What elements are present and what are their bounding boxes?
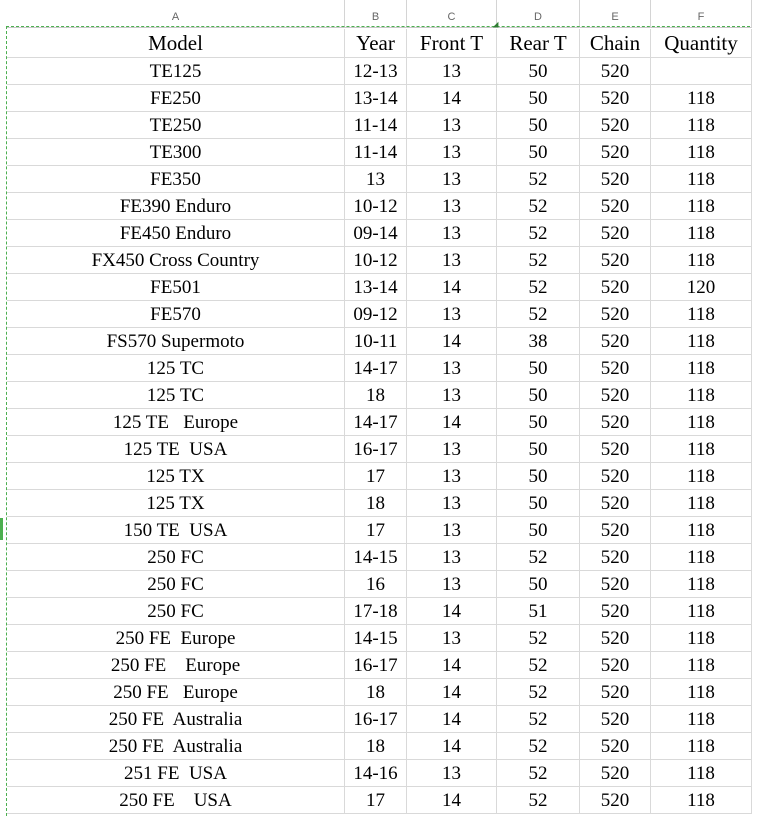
table-row: [7, 112, 760, 139]
table-row: [7, 598, 760, 625]
cell-rear-t[interactable]: 52: [497, 625, 580, 652]
table-row: [7, 85, 760, 112]
cell-quantity[interactable]: 118: [651, 571, 752, 598]
cell-front-t[interactable]: 13: [407, 220, 497, 247]
cell-quantity[interactable]: 118: [651, 598, 752, 625]
cell-front-t[interactable]: 14: [407, 85, 497, 112]
cell-rear-t[interactable]: 52: [497, 274, 580, 301]
cell-year[interactable]: 13-14: [345, 274, 407, 301]
cell-year[interactable]: 13: [345, 166, 407, 193]
cell-front-t[interactable]: 13: [407, 463, 497, 490]
header-cell-chain[interactable]: Chain: [580, 29, 651, 58]
table-row: [7, 409, 760, 436]
cell-front-t[interactable]: 13: [407, 112, 497, 139]
cell-front-t[interactable]: 13: [407, 382, 497, 409]
cell-rear-t[interactable]: 38: [497, 328, 580, 355]
cell-rear-t[interactable]: 52: [497, 787, 580, 814]
cell-quantity[interactable]: 118: [651, 544, 752, 571]
cell-year[interactable]: 14-15: [345, 544, 407, 571]
cell-year[interactable]: 18: [345, 382, 407, 409]
cell-front-t[interactable]: 14: [407, 787, 497, 814]
row-selection-marker: [0, 518, 3, 540]
cell-rear-t[interactable]: 52: [497, 652, 580, 679]
cell-front-t[interactable]: 13: [407, 571, 497, 598]
cell-chain[interactable]: 520: [580, 220, 651, 247]
table-row: [7, 490, 760, 517]
table-row: [7, 463, 760, 490]
cell-chain[interactable]: 520: [580, 490, 651, 517]
cell-year[interactable]: 17: [345, 517, 407, 544]
cell-quantity[interactable]: 118: [651, 787, 752, 814]
column-header-a[interactable]: A: [7, 0, 345, 28]
table-row: [7, 193, 760, 220]
cell-model[interactable]: 125 TX: [7, 490, 345, 517]
table-row: [7, 625, 760, 652]
cell-chain[interactable]: 520: [580, 706, 651, 733]
cell-quantity[interactable]: 118: [651, 652, 752, 679]
cell-chain[interactable]: 520: [580, 193, 651, 220]
cell-year[interactable]: 10-12: [345, 247, 407, 274]
table-row: [7, 139, 760, 166]
cell-chain[interactable]: 520: [580, 544, 651, 571]
cell-rear-t[interactable]: 50: [497, 463, 580, 490]
cell-quantity[interactable]: 118: [651, 679, 752, 706]
cell-rear-t[interactable]: 50: [497, 58, 580, 85]
table-row: [7, 787, 760, 814]
cell-model[interactable]: 125 TC: [7, 355, 345, 382]
cell-chain[interactable]: 520: [580, 463, 651, 490]
table-row: [7, 760, 760, 787]
cell-year[interactable]: 11-14: [345, 112, 407, 139]
cell-chain[interactable]: 520: [580, 787, 651, 814]
cell-rear-t[interactable]: 52: [497, 247, 580, 274]
cell-front-t[interactable]: 13: [407, 166, 497, 193]
cell-model[interactable]: 125 TE USA: [7, 436, 345, 463]
cell-front-t[interactable]: 13: [407, 490, 497, 517]
cell-model[interactable]: 125 TX: [7, 463, 345, 490]
copy-marquee-left: [6, 26, 7, 816]
cell-rear-t[interactable]: 50: [497, 517, 580, 544]
cell-chain[interactable]: 520: [580, 139, 651, 166]
cell-year[interactable]: 17: [345, 463, 407, 490]
cell-chain[interactable]: 520: [580, 652, 651, 679]
header-cell-year[interactable]: Year: [345, 29, 407, 58]
cell-year[interactable]: 13-14: [345, 85, 407, 112]
cell-rear-t[interactable]: 52: [497, 193, 580, 220]
cell-front-t[interactable]: 13: [407, 58, 497, 85]
table-row: [7, 220, 760, 247]
cell-front-t[interactable]: 14: [407, 409, 497, 436]
header-cell-front-t[interactable]: Front T: [407, 29, 497, 58]
cell-quantity[interactable]: 118: [651, 733, 752, 760]
cell-rear-t[interactable]: 50: [497, 139, 580, 166]
cell-front-t[interactable]: 14: [407, 328, 497, 355]
cell-quantity[interactable]: 118: [651, 193, 752, 220]
cell-quantity[interactable]: 118: [651, 517, 752, 544]
cell-model[interactable]: 125 TC: [7, 382, 345, 409]
cell-front-t[interactable]: 14: [407, 598, 497, 625]
cell-model[interactable]: 250 FE Australia: [7, 706, 345, 733]
table-row: [7, 382, 760, 409]
cell-front-t[interactable]: 14: [407, 652, 497, 679]
cell-quantity[interactable]: 118: [651, 247, 752, 274]
cell-quantity[interactable]: 118: [651, 139, 752, 166]
table-row: [7, 274, 760, 301]
cell-rear-t[interactable]: 52: [497, 760, 580, 787]
cell-chain[interactable]: 520: [580, 382, 651, 409]
cell-year[interactable]: 16-17: [345, 436, 407, 463]
cell-chain[interactable]: 520: [580, 436, 651, 463]
cell-chain[interactable]: 520: [580, 85, 651, 112]
cell-quantity[interactable]: 118: [651, 85, 752, 112]
cell-quantity[interactable]: 118: [651, 166, 752, 193]
table-header-row: [7, 29, 760, 58]
cell-model[interactable]: 251 FE USA: [7, 760, 345, 787]
cell-front-t[interactable]: 13: [407, 355, 497, 382]
cell-year[interactable]: 18: [345, 733, 407, 760]
cell-model[interactable]: 250 FC: [7, 544, 345, 571]
table-row: [7, 301, 760, 328]
cell-chain[interactable]: 520: [580, 409, 651, 436]
cell-model[interactable]: 250 FE Australia: [7, 733, 345, 760]
table-row: [7, 706, 760, 733]
cell-model[interactable]: FE570: [7, 301, 345, 328]
cell-rear-t[interactable]: 50: [497, 85, 580, 112]
cell-year[interactable]: 18: [345, 679, 407, 706]
cell-quantity[interactable]: 118: [651, 706, 752, 733]
table-row: [7, 544, 760, 571]
cell-model[interactable]: FE350: [7, 166, 345, 193]
column-header-b[interactable]: B: [345, 0, 407, 28]
cell-quantity[interactable]: 118: [651, 382, 752, 409]
cell-chain[interactable]: 520: [580, 571, 651, 598]
cell-rear-t[interactable]: 52: [497, 706, 580, 733]
cell-year[interactable]: 14-16: [345, 760, 407, 787]
cell-year[interactable]: 09-14: [345, 220, 407, 247]
cell-year[interactable]: 14-17: [345, 355, 407, 382]
table-row: [7, 355, 760, 382]
cell-year[interactable]: 14-15: [345, 625, 407, 652]
table-row: [7, 679, 760, 706]
cell-front-t[interactable]: 13: [407, 193, 497, 220]
cell-chain[interactable]: 520: [580, 166, 651, 193]
cell-rear-t[interactable]: 52: [497, 301, 580, 328]
cell-quantity[interactable]: 118: [651, 625, 752, 652]
cell-quantity[interactable]: 118: [651, 409, 752, 436]
cell-front-t[interactable]: 14: [407, 733, 497, 760]
cell-rear-t[interactable]: 50: [497, 436, 580, 463]
cell-quantity[interactable]: 118: [651, 490, 752, 517]
cell-model[interactable]: FX450 Cross Country: [7, 247, 345, 274]
cell-chain[interactable]: 520: [580, 733, 651, 760]
copy-marquee-top: [6, 26, 750, 27]
cell-model[interactable]: FE450 Enduro: [7, 220, 345, 247]
header-cell-quantity[interactable]: Quantity: [651, 29, 752, 58]
cell-chain[interactable]: 520: [580, 355, 651, 382]
cell-rear-t[interactable]: 52: [497, 544, 580, 571]
cell-front-t[interactable]: 14: [407, 274, 497, 301]
cell-year[interactable]: 16-17: [345, 706, 407, 733]
cell-quantity[interactable]: 118: [651, 436, 752, 463]
cell-chain[interactable]: 520: [580, 274, 651, 301]
cell-model[interactable]: 250 FE Europe: [7, 679, 345, 706]
column-header-c[interactable]: C: [407, 0, 497, 28]
cell-year[interactable]: 12-13: [345, 58, 407, 85]
cell-rear-t[interactable]: 52: [497, 220, 580, 247]
cell-model[interactable]: 125 TE Europe: [7, 409, 345, 436]
cell-quantity[interactable]: 118: [651, 760, 752, 787]
cell-quantity[interactable]: 118: [651, 463, 752, 490]
cell-model[interactable]: TE250: [7, 112, 345, 139]
header-cell-rear-t[interactable]: Rear T: [497, 29, 580, 58]
cell-model[interactable]: 150 TE USA: [7, 517, 345, 544]
cell-chain[interactable]: 520: [580, 760, 651, 787]
cell-front-t[interactable]: 13: [407, 247, 497, 274]
table-row: [7, 247, 760, 274]
cell-quantity[interactable]: 118: [651, 112, 752, 139]
table-row: [7, 166, 760, 193]
table-row: [7, 517, 760, 544]
cell-model[interactable]: FE501: [7, 274, 345, 301]
table-row: [7, 58, 760, 85]
cell-rear-t[interactable]: 52: [497, 166, 580, 193]
cell-chain[interactable]: 520: [580, 679, 651, 706]
column-header-f[interactable]: F: [651, 0, 752, 28]
cell-model[interactable]: FE250: [7, 85, 345, 112]
column-header-d[interactable]: D: [497, 0, 580, 28]
cell-chain[interactable]: 520: [580, 58, 651, 85]
cell-year[interactable]: 17-18: [345, 598, 407, 625]
cell-model[interactable]: 250 FE Europe: [7, 625, 345, 652]
cell-front-t[interactable]: 13: [407, 544, 497, 571]
cell-front-t[interactable]: 13: [407, 760, 497, 787]
cell-chain[interactable]: 520: [580, 328, 651, 355]
cell-model[interactable]: 250 FC: [7, 571, 345, 598]
table-row: [7, 652, 760, 679]
cell-year[interactable]: 10-12: [345, 193, 407, 220]
cell-rear-t[interactable]: 50: [497, 112, 580, 139]
cell-quantity[interactable]: 120: [651, 274, 752, 301]
cell-rear-t[interactable]: 50: [497, 490, 580, 517]
cell-rear-t[interactable]: 52: [497, 679, 580, 706]
cell-quantity[interactable]: 118: [651, 220, 752, 247]
header-cell-model[interactable]: Model: [7, 29, 345, 58]
cell-model[interactable]: 250 FE USA: [7, 787, 345, 814]
cell-chain[interactable]: 520: [580, 517, 651, 544]
cell-quantity[interactable]: 118: [651, 355, 752, 382]
cell-model[interactable]: FS570 Supermoto: [7, 328, 345, 355]
cell-chain[interactable]: 520: [580, 625, 651, 652]
cell-model[interactable]: 250 FE Europe: [7, 652, 345, 679]
table-row: [7, 571, 760, 598]
cell-model[interactable]: TE300: [7, 139, 345, 166]
cell-front-t[interactable]: 13: [407, 139, 497, 166]
cell-rear-t[interactable]: 51: [497, 598, 580, 625]
table-row: [7, 436, 760, 463]
cell-year[interactable]: 17: [345, 787, 407, 814]
cell-model[interactable]: FE390 Enduro: [7, 193, 345, 220]
column-header-e[interactable]: E: [580, 0, 651, 28]
cell-front-t[interactable]: 13: [407, 436, 497, 463]
cell-rear-t[interactable]: 50: [497, 409, 580, 436]
cell-year[interactable]: 18: [345, 490, 407, 517]
cell-front-t[interactable]: 13: [407, 517, 497, 544]
cell-front-t[interactable]: 14: [407, 679, 497, 706]
cell-front-t[interactable]: 13: [407, 625, 497, 652]
cell-quantity[interactable]: [651, 58, 752, 85]
cell-chain[interactable]: 520: [580, 301, 651, 328]
cell-rear-t[interactable]: 52: [497, 733, 580, 760]
cell-chain[interactable]: 520: [580, 247, 651, 274]
cell-model[interactable]: 250 FC: [7, 598, 345, 625]
table-row: [7, 733, 760, 760]
cell-model[interactable]: TE125: [7, 58, 345, 85]
cell-rear-t[interactable]: 50: [497, 355, 580, 382]
cell-year[interactable]: 14-17: [345, 409, 407, 436]
cell-front-t[interactable]: 13: [407, 301, 497, 328]
cell-year[interactable]: 10-11: [345, 328, 407, 355]
cell-chain[interactable]: 520: [580, 598, 651, 625]
cell-front-t[interactable]: 14: [407, 706, 497, 733]
cell-year[interactable]: 16-17: [345, 652, 407, 679]
cell-quantity[interactable]: 118: [651, 301, 752, 328]
table-row: [7, 328, 760, 355]
cell-rear-t[interactable]: 50: [497, 382, 580, 409]
cell-year[interactable]: 09-12: [345, 301, 407, 328]
cell-year[interactable]: 11-14: [345, 139, 407, 166]
cell-rear-t[interactable]: 50: [497, 571, 580, 598]
cell-quantity[interactable]: 118: [651, 328, 752, 355]
cell-chain[interactable]: 520: [580, 112, 651, 139]
cell-year[interactable]: 16: [345, 571, 407, 598]
